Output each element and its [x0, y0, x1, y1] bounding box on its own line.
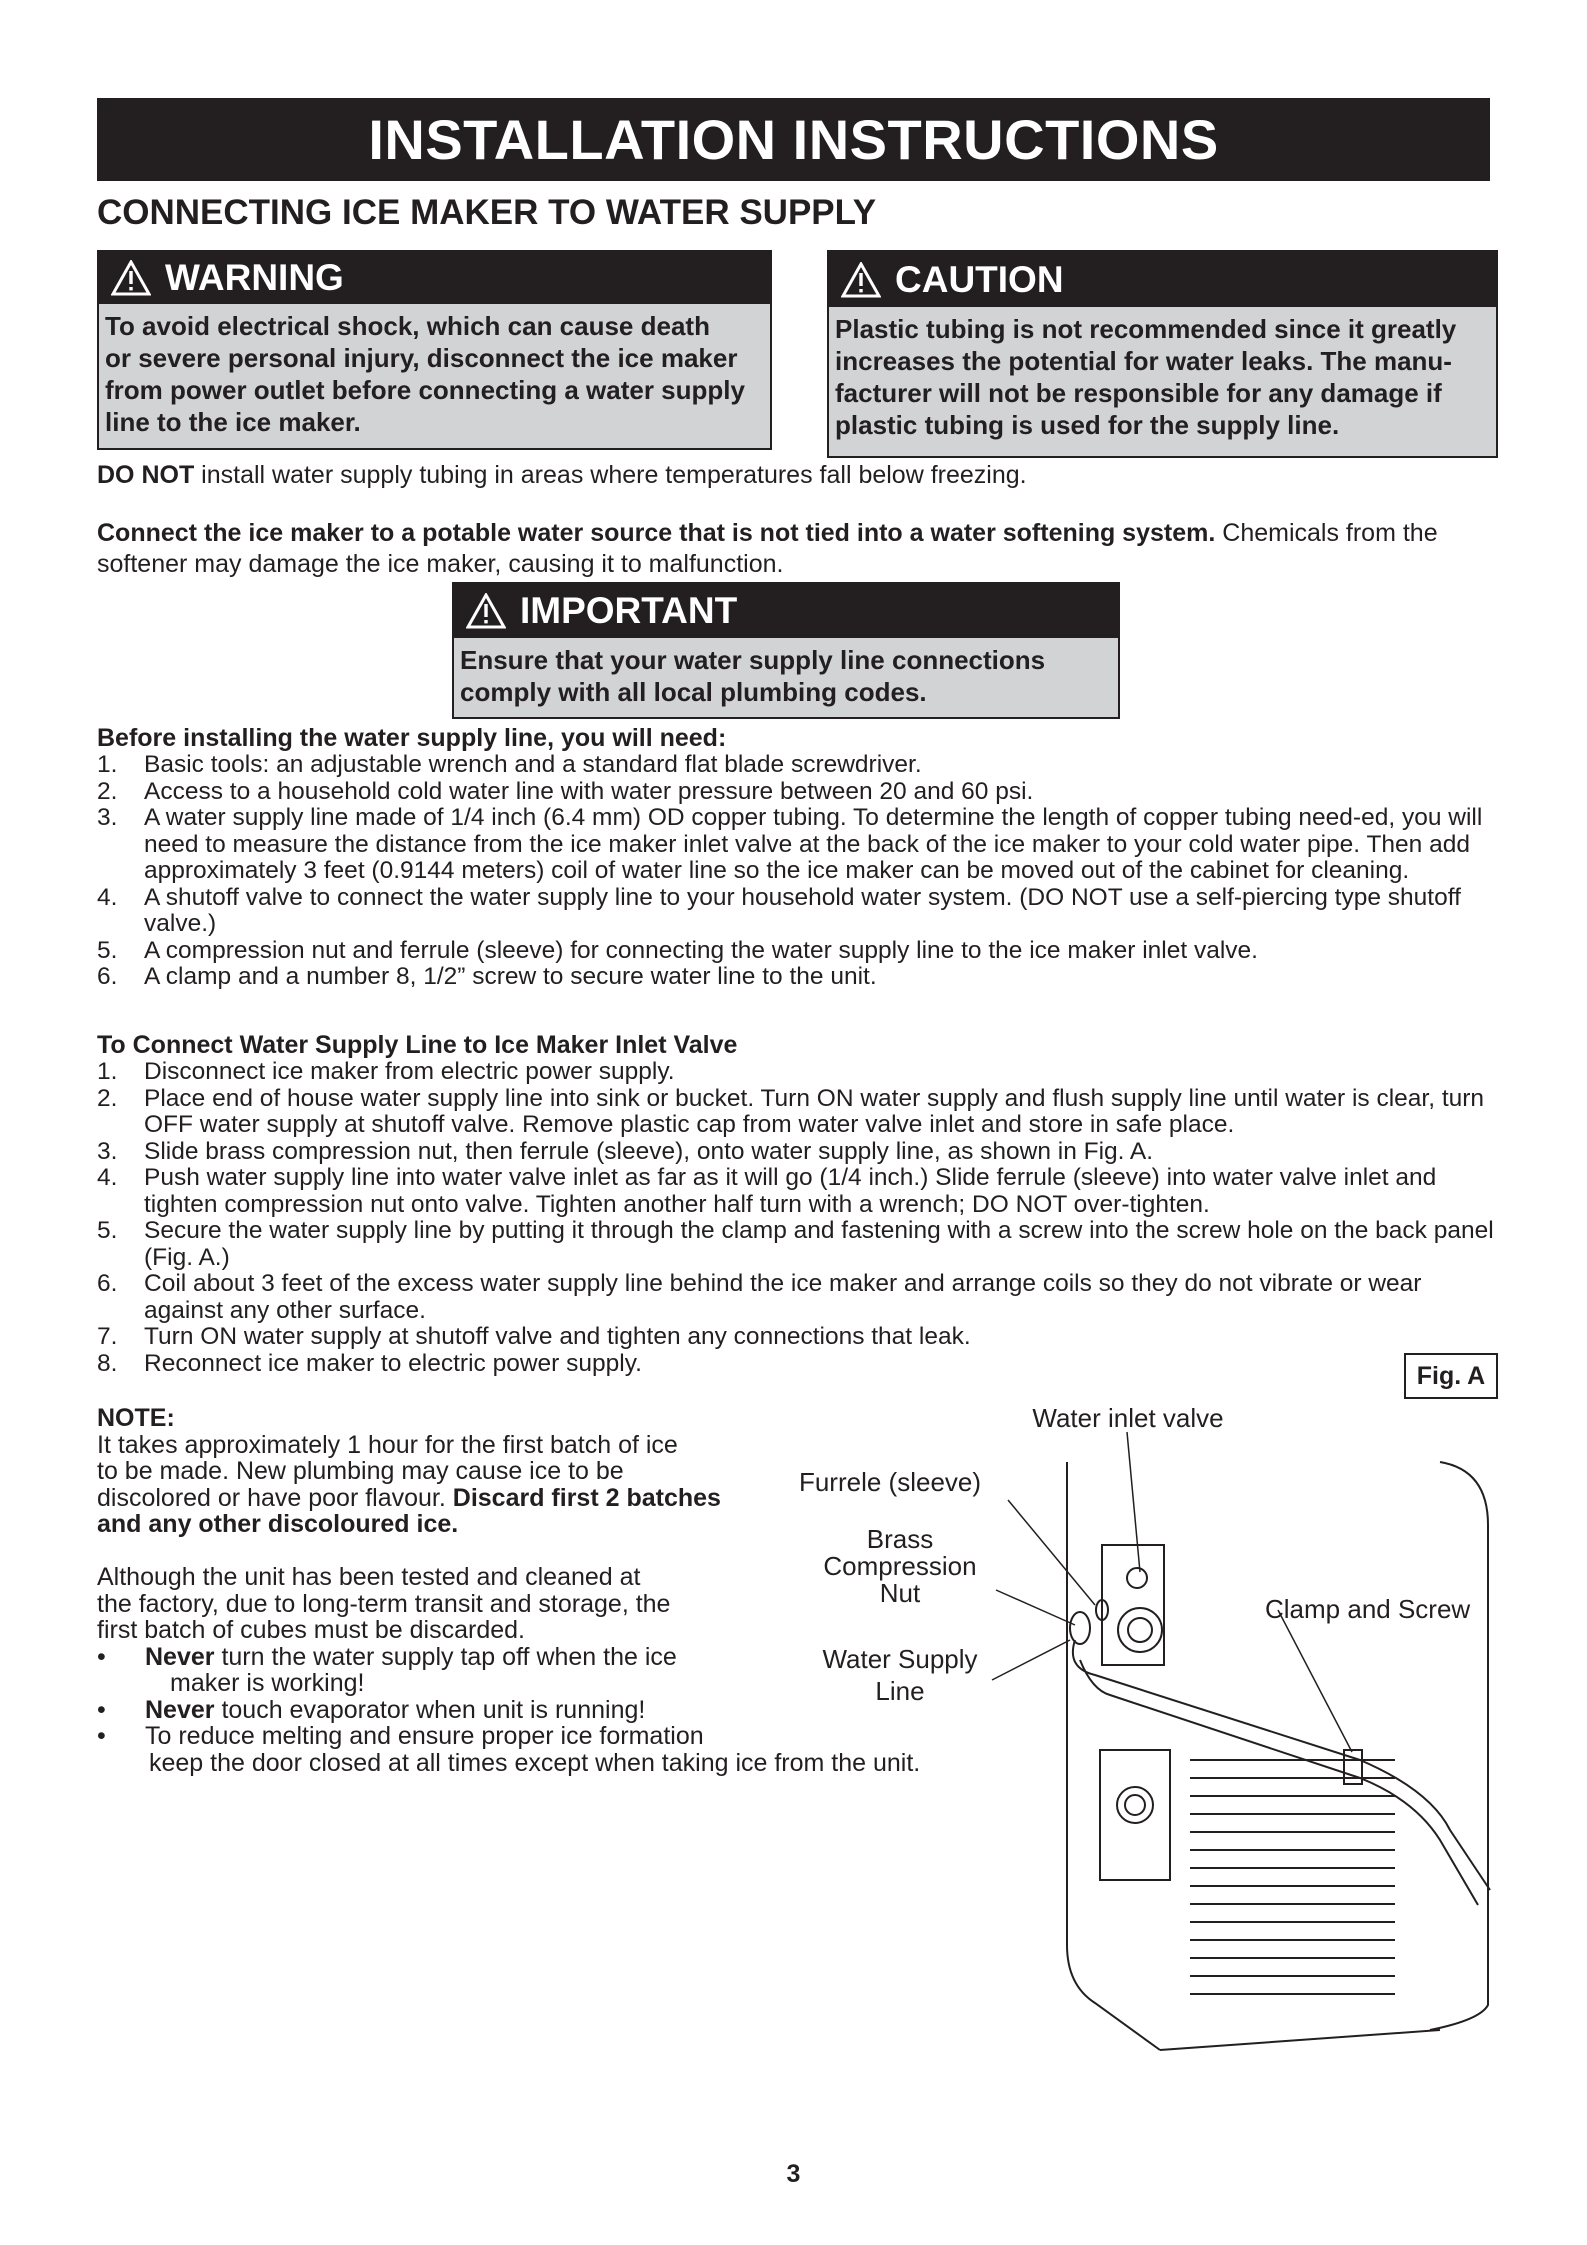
list-item: 3. Slide brass compression nut, then ferrule (sleeve), onto water supply line, as shown in Fig. A.: [97, 1137, 1154, 1165]
list-item: 1. Basic tools: an adjustable wrench and a standard flat blade screwdriver.: [97, 751, 922, 778]
page-banner: INSTALLATION INSTRUCTIONS: [97, 98, 1490, 181]
vent-slots: [1190, 1760, 1395, 1994]
potable-rest: Chemicals from the softener may damage the ice maker, causing it to malfunction.: [97, 519, 1438, 578]
warning-text: To avoid electrical shock, which can cause death or severe personal injury, disconnect the ice maker from power outlet before connecting a water supply line to the ice maker.: [105, 311, 745, 437]
note-line: Although the unit has been tested and cleaned at: [97, 1563, 641, 1591]
warning-title: WARNING: [165, 257, 344, 298]
list-item: 2. Place end of house water supply line into sink or bucket. Turn ON water supply and flush supply line until water is clear, turn OFF water supply at shutoff valve. Remove plastic cap from water valve inlet and store in safe place.: [97, 1084, 1485, 1138]
callout-water-inlet-valve: Water inlet valve: [1032, 1403, 1224, 1433]
figure-label: Fig. A: [1404, 1353, 1498, 1399]
callout-brass-nut: Brass Compression Nut: [823, 1524, 977, 1608]
list-item: 6. Coil about 3 feet of the excess water supply line behind the ice maker and arrange coils so they do not vibrate or wear against any other surface.: [97, 1270, 1422, 1324]
do-not-rest: install water supply tubing in areas where temperatures fall below freezing.: [194, 461, 1027, 489]
caution-title: CAUTION: [895, 258, 1064, 300]
callout-ferrule: Furrele (sleeve): [798, 1467, 982, 1497]
note-heading: NOTE:: [97, 1404, 175, 1432]
callout-clamp-and-screw: Clamp and Screw: [1265, 1594, 1471, 1624]
caution-text: Plastic tubing is not recommended since it greatly increases the potential for water leaks. The manu- facturer will not be responsible for any damage if plastic tubing is used for the supply line.: [835, 314, 1457, 440]
list-item: 8. Reconnect ice maker to electric power supply.: [97, 1349, 642, 1377]
note-line: It takes approximately 1 hour for the first batch of ice: [97, 1430, 678, 1459]
list-item: 5. Secure the water supply line by putting it through the clamp and fastening with a screw into the screw hole on the back panel (Fig. A.): [97, 1217, 1494, 1271]
list-item: 4. A shutoff valve to connect the water supply line to your household water system. (DO NOT use a self-piercing type shutoff valve.): [97, 883, 1461, 937]
potable-bold: Connect the ice maker to a potable water source that is not tied into a water softening system.: [97, 519, 1216, 547]
discard-bold-2: and any other discoloured ice.: [97, 1510, 459, 1538]
connect-heading: To Connect Water Supply Line to Ice Maker Inlet Valve: [97, 1031, 738, 1059]
list-item: 4. Push water supply line into water valve inlet as far as it will go (1/4 inch.) Slide ferrule (sleeve) into water valve inlet and tighten compression nut onto valve. Tighten another half turn with a wrench; DO NOT over-tighten.: [97, 1164, 1437, 1218]
list-item: 6. A clamp and a number 8, 1/2” screw to secure water line to the unit.: [97, 963, 877, 990]
note-line: the factory, due to long-term transit and storage, the: [97, 1589, 671, 1618]
list-item: 5. A compression nut and ferrule (sleeve) for connecting the water supply line to the ice maker inlet valve.: [97, 936, 1258, 964]
note-line: discolored or have poor flavour. Discard first 2 batches: [97, 1483, 721, 1512]
list-item: 3. A water supply line made of 1/4 inch (6.4 mm) OD copper tubing. To determine the length of copper tubing need-ed, you will need to measure the distance from the ice maker inlet valve at the back of the ice maker to your cold water pipe. Then add approximately 3 feet (0.9144 meters) coil of water line so the ice maker can be moved out of the cabinet for cleaning.: [97, 804, 1483, 884]
note-line: to be made. New plumbing may cause ice to be: [97, 1457, 624, 1485]
list-item: 2. Access to a household cold water line with water pressure between 20 and 60 psi.: [97, 777, 1034, 805]
list-item: 1. Disconnect ice maker from electric power supply.: [97, 1058, 675, 1085]
note-line: first batch of cubes must be discarded.: [97, 1616, 525, 1644]
before-installing-heading: Before installing the water supply line, you will need:: [97, 724, 727, 752]
important-text: Ensure that your water supply line connections comply with all local plumbing codes.: [460, 645, 1046, 707]
note-bullet: • To reduce melting and ensure proper ice formation keep the door closed at all times except when taking ice from the unit.: [97, 1722, 921, 1777]
note-bullet: • Never turn the water supply tap off when the ice maker is working!: [97, 1642, 677, 1697]
note-bullet: • Never touch evaporator when unit is running!: [97, 1695, 646, 1724]
important-title: IMPORTANT: [520, 590, 738, 631]
section-title: CONNECTING ICE MAKER TO WATER SUPPLY: [97, 193, 877, 232]
list-item: 7. Turn ON water supply at shutoff valve and tighten any connections that leak.: [97, 1323, 971, 1350]
do-not-bold: DO NOT: [97, 461, 195, 489]
discard-bold: Discard first 2 batches: [452, 1483, 721, 1512]
callout-water-supply-line: Water Supply Line: [822, 1644, 978, 1706]
page-number: 3: [786, 2160, 801, 2188]
